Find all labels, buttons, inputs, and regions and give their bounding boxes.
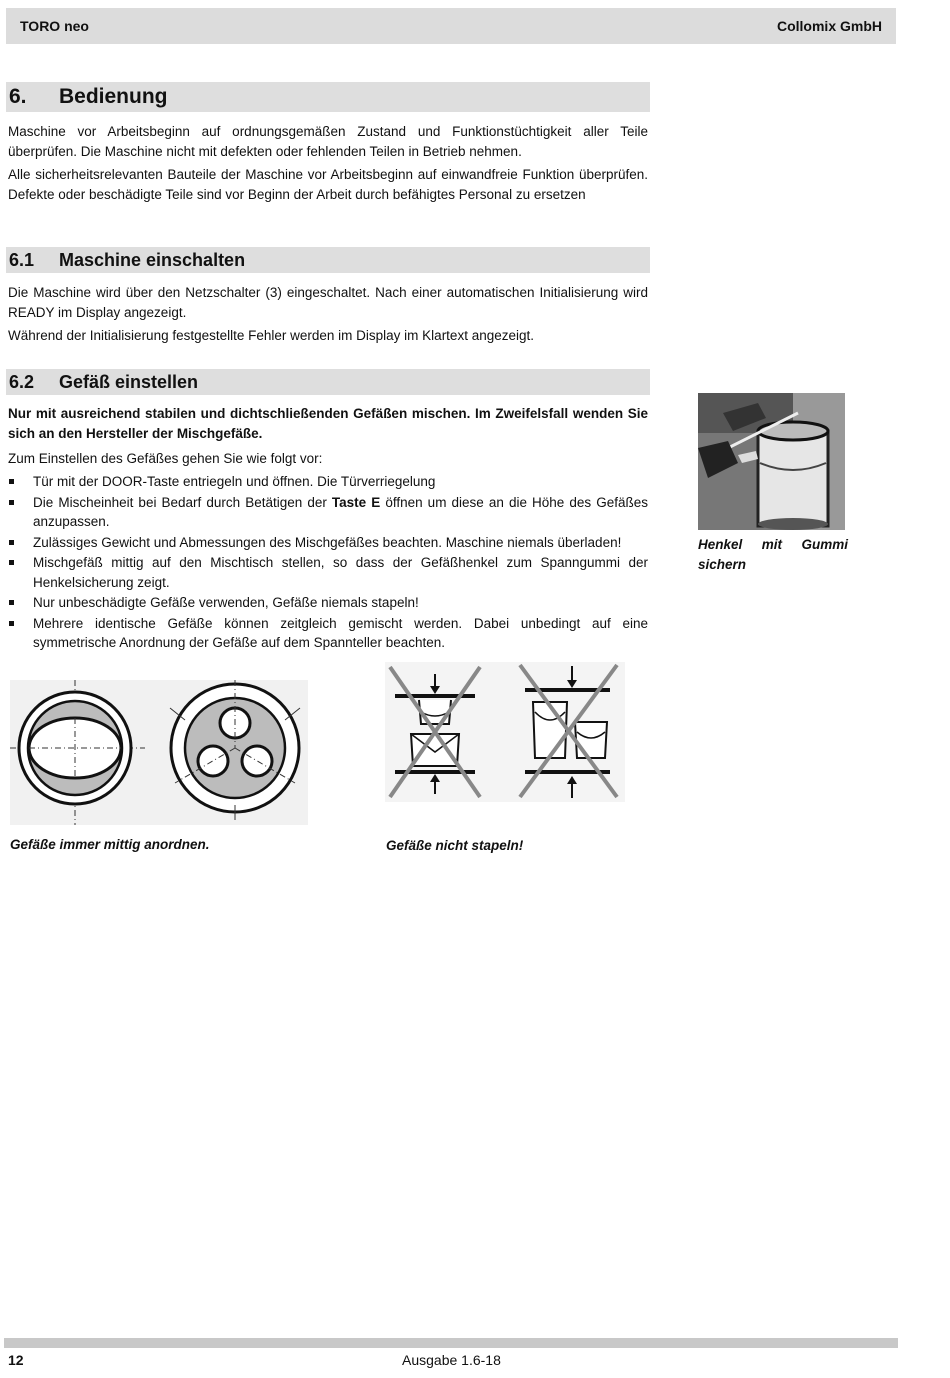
instruction-list [8,472,648,654]
bullet-icon [9,479,14,484]
header-product: TORO neo [20,18,89,34]
photo-caption: Henkel mit Gummi sichern [698,537,848,572]
section-number: 6.1 [9,250,35,270]
centered-containers-diagram [10,680,310,825]
section-6-1-paragraph-2: Während der Initialisierung festgestellte Fehler werden im Display im Klartext angezeigt. [8,328,534,343]
list-item: Mehrere identische Gefäße können zeitgleich gemischt werden. Dabei unbedingt auf eine symmetrische Anordnung der Gefäße auf dem Spannteller beachten. [8,614,648,653]
warning-text: Nur mit ausreichend stabilen und dichtschließenden Gefäßen mischen. Im Zweifelsfall wenden Sie sich an den Hersteller der Mischgefäße. [8,406,648,441]
footer-bar [4,1338,898,1348]
intro-text: Zum Einstellen des Gefäßes gehen Sie wie folgt vor: [8,451,323,466]
no-stacking-diagram [385,662,625,802]
key-label: Taste E [331,494,381,510]
list-item: Tür mit der DOOR-Taste entriegeln und öffnen. Die Türverriegelung [8,472,648,492]
page-number: 12 [8,1352,24,1368]
section-6-1-paragraph-1: Die Maschine wird über den Netzschalter (3) eingeschaltet. Nach einer automatischen Initialisierung wird READY im Display angezeigt. [8,285,648,320]
section-number: 6.2 [9,372,35,392]
section-title: Gefäß einstellen [59,372,199,392]
bullet-icon [9,560,14,565]
section-6-paragraph-1: Maschine vor Arbeitsbeginn auf ordnungsgemäßen Zustand und Funktionstüchtigkeit aller Teile überprüfen. Die Maschine nicht mit defekten oder fehlenden Teilen in Betrieb nehmen. [8,124,648,159]
bullet-icon [9,500,14,505]
section-6-paragraph-2: Alle sicherheitsrelevanten Bauteile der Maschine vor Arbeitsbeginn auf einwandfreie Funktion überprüfen. Defekte oder beschädigte Teile sind vor Beginn der Arbeit durch befähigtes Personal zu ersetzen [8,167,648,202]
section-6-1-heading [6,247,650,273]
header-company: Collomix GmbH [776,18,882,34]
section-6-2-heading [6,369,650,395]
list-item: Mischgefäß mittig auf den Mischtisch stellen, so dass der Gefäßhenkel zum Spanngummi der Henkelsicherung zeigt. [8,553,648,592]
bullet-icon [9,621,14,626]
list-item: Nur unbeschädigte Gefäße verwenden, Gefäße niemals stapeln! [8,593,648,613]
page-header [6,8,896,44]
section-6-heading [6,82,650,112]
list-item: Die Mischeinheit bei Bedarf durch Betätigen der Taste E öffnen um diese an die Höhe des Gefäßes anzupassen. [8,493,648,532]
caption-center-containers: Gefäße immer mittig anordnen. [10,837,210,852]
section-title: Bedienung [59,85,168,108]
bucket-handle-photo [698,393,845,530]
caption-no-stacking: Gefäße nicht stapeln! [386,838,524,853]
bullet-icon [9,540,14,545]
section-title: Maschine einschalten [59,250,246,270]
edition-label: Ausgabe 1.6-18 [402,1352,501,1368]
bullet-icon [9,600,14,605]
list-item: Zulässiges Gewicht und Abmessungen des Mischgefäßes beachten. Maschine niemals überladen! [8,533,648,553]
section-number: 6. [9,85,27,108]
